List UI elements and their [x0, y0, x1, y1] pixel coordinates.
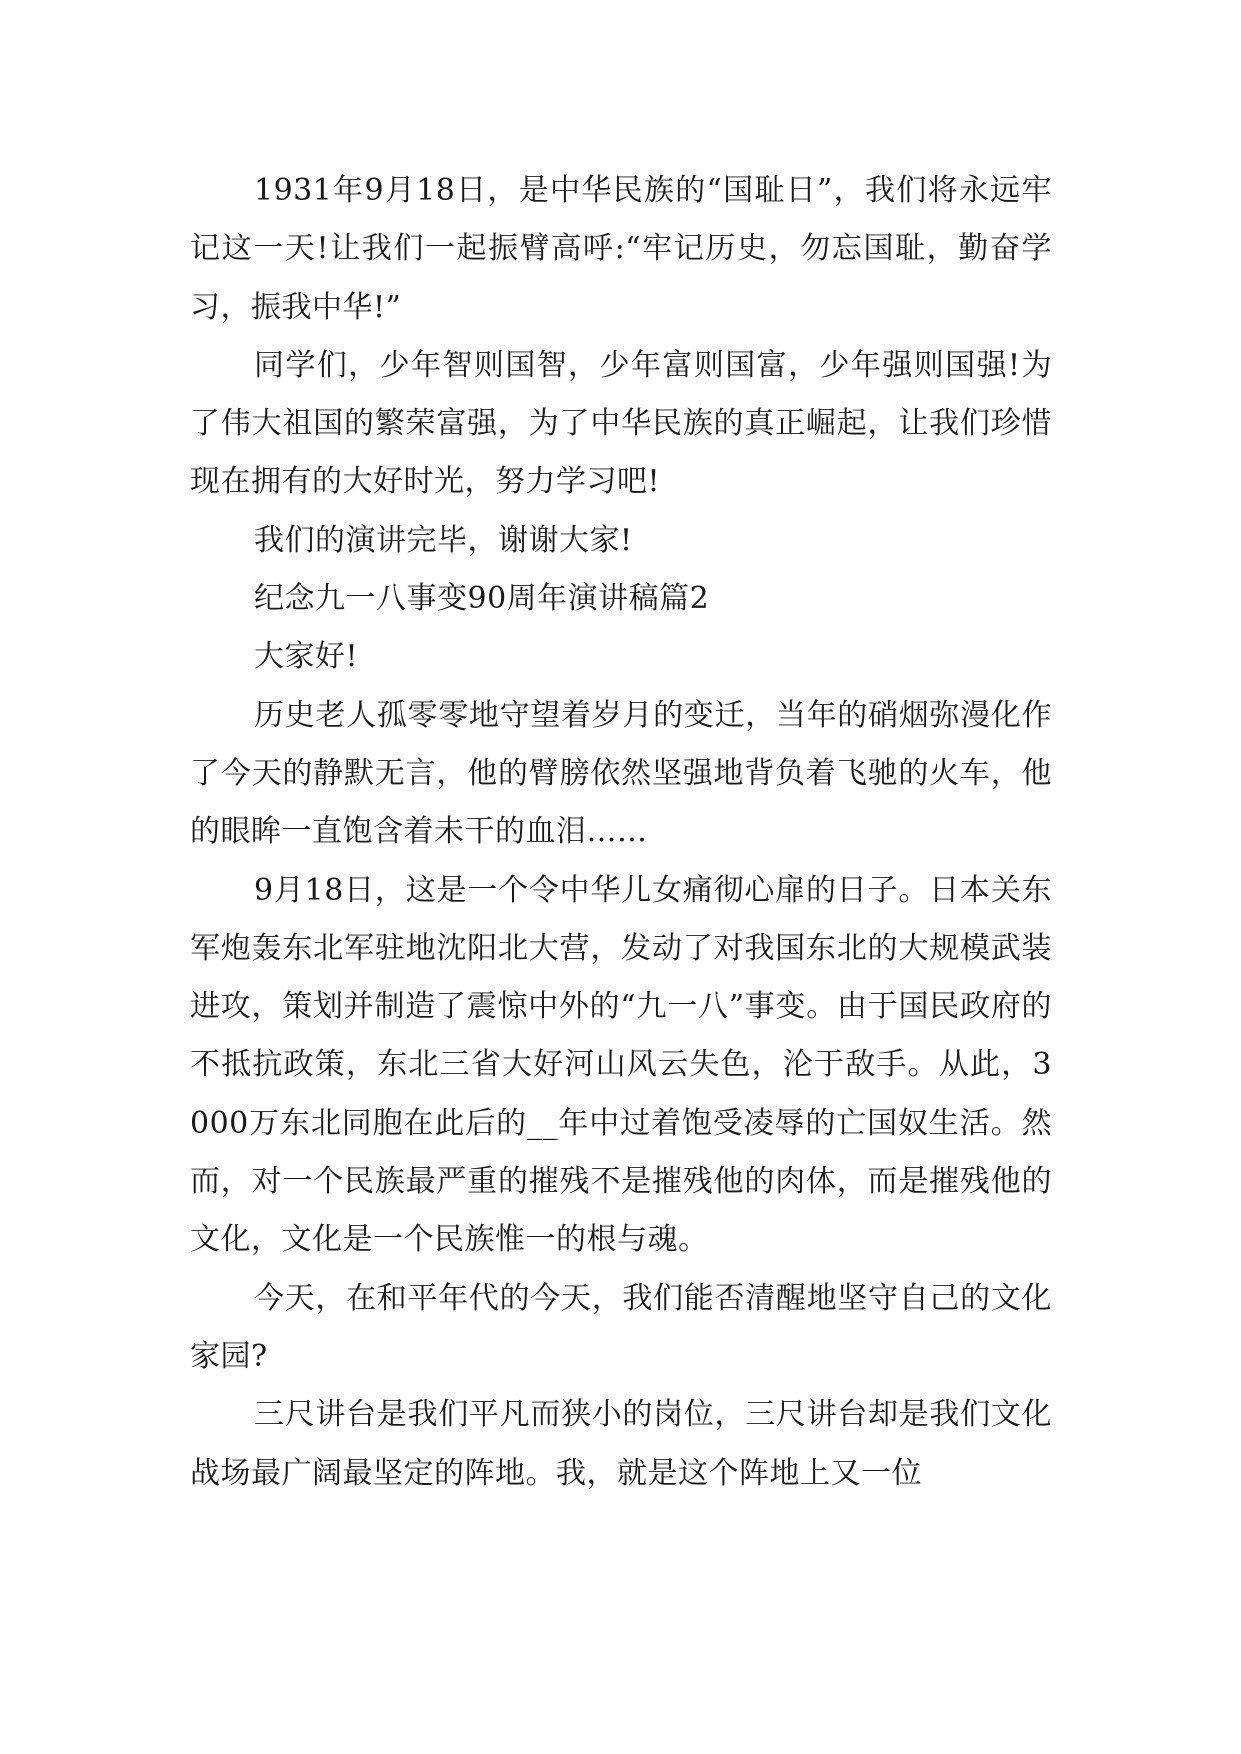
paragraph-podium: 三尺讲台是我们平凡而狭小的岗位，三尺讲台却是我们文化战场最广阔最坚定的阵地。我，就是这个阵地上又一位	[190, 1397, 1052, 1491]
section-title: 纪念九一八事变90周年演讲稿篇2	[254, 581, 710, 617]
greeting: 大家好!	[254, 639, 359, 675]
paragraph-cultural-home: 今天，在和平年代的今天，我们能否清醒地坚守自己的文化家园?	[190, 1280, 1052, 1374]
paragraph-youth-strong: 同学们，少年智则国智，少年富则国富，少年强则国强!为了伟大祖国的繁荣富强，为了中华民族的真正崛起，让我们珍惜现在拥有的大好时光，努力学习吧!	[190, 347, 1052, 500]
paragraph-history-elder: 历史老人孤零零地守望着岁月的变迁，当年的硝烟弥漫化作了今天的静默无言，他的臂膀依然坚强地背负着飞驰的火车，他的眼眸一直饱含着未干的血泪……	[190, 697, 1052, 850]
paragraph-national-humiliation-day: 1931年9月18日，是中华民族的“国耻日”，我们将永远牢记这一天!让我们一起振臂高呼:“牢记历史，勿忘国耻，勤奋学习，振我中华!”	[190, 173, 1052, 325]
paragraph-september-18: 9月18日，这是一个令中华儿女痛彻心扉的日子。日本关东军炮轰东北军驻地沈阳北大营，发动了对我国东北的大规模武装进攻，策划并制造了震惊中外的“九一八”事变。由于国民政府的不抵抗政策，东北三省大好河山风云失色，沦于敌手。从此，3000万东北同胞在此后的__年中过着饱受凌辱的亡国奴生活。然而，对一个民族最严重的摧残不是摧残他的肉体，而是摧残他的文化，文化是一个民族惟一的根与魂。	[190, 872, 1052, 1258]
paragraph-speech-end: 我们的演讲完毕，谢谢大家!	[254, 522, 633, 558]
document-body	[190, 162, 1052, 1503]
